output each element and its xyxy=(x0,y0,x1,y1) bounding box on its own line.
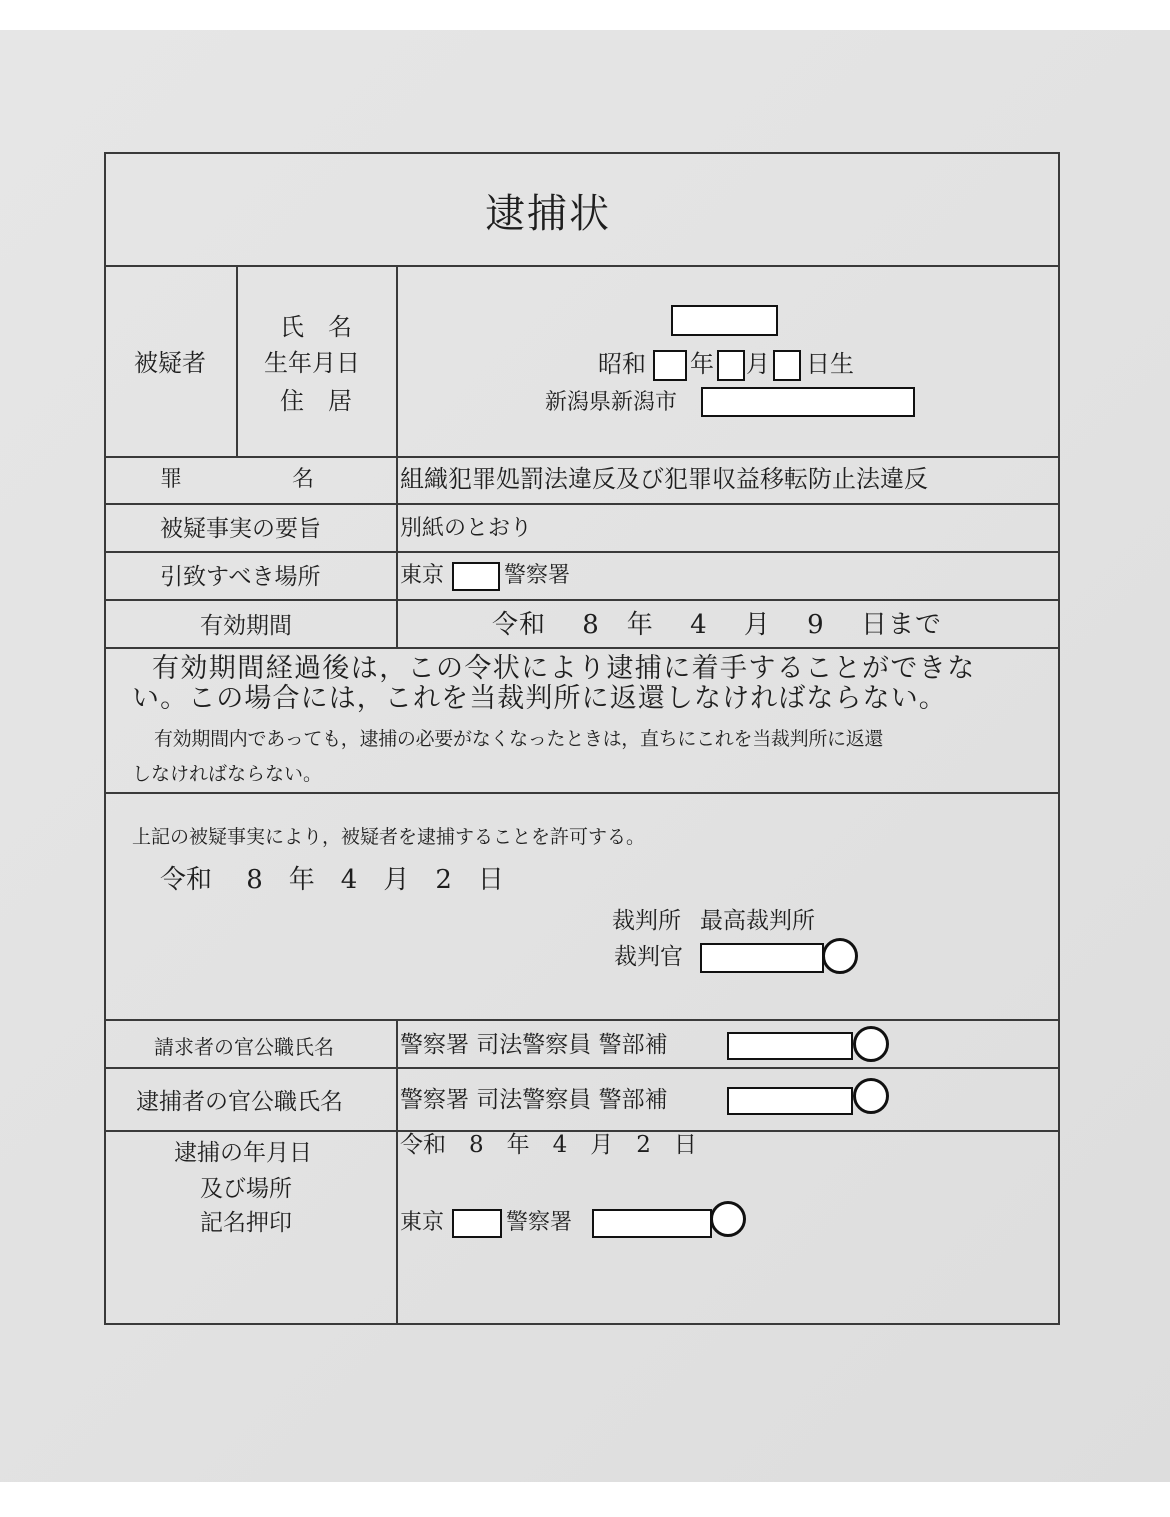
dob-day-unit: 日生 xyxy=(806,350,854,378)
row-divider xyxy=(104,1019,1060,1021)
residence-prefix: 新潟県新潟市 xyxy=(545,390,678,415)
dob-month-unit: 月 xyxy=(746,350,770,378)
permission-statement: 上記の被疑事実により，被疑者を逮捕することを許可する。 xyxy=(132,826,646,848)
table-border-right xyxy=(1058,152,1060,1325)
facts-value: 別紙のとおり xyxy=(400,516,533,541)
arrester-seal-circle xyxy=(853,1078,889,1114)
table-border-top xyxy=(104,152,1060,154)
arrester-value: 警察署 司法警察員 警部補 xyxy=(400,1087,668,1113)
arrester-label: 逮捕者の官公職氏名 xyxy=(136,1089,343,1115)
column-divider xyxy=(396,1019,398,1324)
arrest-record-label-line-3: 記名押印 xyxy=(200,1210,292,1236)
row-divider xyxy=(104,1067,1060,1069)
redacted-judge-name xyxy=(700,943,824,973)
requester-label: 請求者の官公職氏名 xyxy=(154,1035,334,1059)
destination-prefix: 東京 xyxy=(400,563,445,588)
notice-line-3: 有効期間内であっても，逮捕の必要がなくなったときは，直ちにこれを当裁判所に返還 xyxy=(154,728,884,750)
row-divider xyxy=(104,792,1060,794)
table-border-bottom xyxy=(104,1323,1060,1325)
notice-line-4: しなければならない。 xyxy=(132,763,323,785)
requester-value: 警察署 司法警察員 警部補 xyxy=(400,1032,668,1058)
redacted-arrester-name xyxy=(727,1087,853,1115)
judge-label: 裁判官 xyxy=(614,944,683,970)
court-name: 最高裁判所 xyxy=(700,908,815,934)
column-divider xyxy=(396,265,398,649)
redacted-dob-month xyxy=(717,350,745,381)
redacted-residence xyxy=(701,387,915,417)
notice-line-1: 有効期間経過後は，この令状により逮捕に着手することができな xyxy=(152,653,976,684)
judge-seal-circle xyxy=(822,938,858,974)
notice-line-2: い。この場合には，これを当裁判所に返還しなければならない。 xyxy=(132,683,947,714)
arrest-date: 令和 8 年 4 月 2 日 xyxy=(400,1132,697,1158)
redacted-dob-day xyxy=(773,350,801,381)
permission-date: 令和 8 年 4 月 2 日 xyxy=(160,865,504,895)
crime-label: 罪 名 xyxy=(160,467,315,492)
document-background xyxy=(0,30,1170,1482)
destination-suffix: 警察署 xyxy=(504,563,571,588)
arrest-record-label-line-1: 逮捕の年月日 xyxy=(174,1140,312,1166)
name-label: 氏 名 xyxy=(280,313,352,341)
validity-value: 令和 8 年 4 月 9 日まで xyxy=(492,610,942,640)
residence-label: 住 居 xyxy=(280,387,352,415)
dob-year-unit: 年 xyxy=(690,350,714,378)
requester-seal-circle xyxy=(853,1026,889,1062)
row-divider xyxy=(104,503,1060,505)
redacted-station xyxy=(452,562,500,591)
redacted-arrester-signature xyxy=(592,1209,712,1238)
redacted-requester-name xyxy=(727,1032,853,1060)
table-border-left xyxy=(104,152,106,1325)
validity-label: 有効期間 xyxy=(200,613,292,639)
arrest-record-seal-circle xyxy=(710,1201,746,1237)
destination-label: 引致すべき場所 xyxy=(160,564,321,590)
redacted-arrest-station xyxy=(452,1209,502,1238)
arrest-place-suffix: 警察署 xyxy=(506,1210,573,1235)
row-divider xyxy=(104,265,1060,267)
arrest-record-label-line-2: 及び場所 xyxy=(200,1176,292,1202)
column-divider xyxy=(236,265,238,457)
row-divider xyxy=(104,456,1060,458)
crime-value: 組織犯罪処罰法違反及び犯罪収益移転防止法違反 xyxy=(400,465,928,493)
dob-label: 生年月日 xyxy=(264,349,360,377)
suspect-section-label: 被疑者 xyxy=(134,349,206,377)
row-divider xyxy=(104,599,1060,601)
court-label: 裁判所 xyxy=(612,908,681,934)
redacted-dob-year xyxy=(653,350,687,381)
arrest-place-prefix: 東京 xyxy=(400,1210,445,1235)
row-divider xyxy=(104,647,1060,649)
dob-era: 昭和 xyxy=(598,350,646,378)
row-divider xyxy=(104,551,1060,553)
facts-label: 被疑事実の要旨 xyxy=(160,516,321,542)
document-title: 逮捕状 xyxy=(485,191,611,237)
redacted-name xyxy=(671,305,778,336)
